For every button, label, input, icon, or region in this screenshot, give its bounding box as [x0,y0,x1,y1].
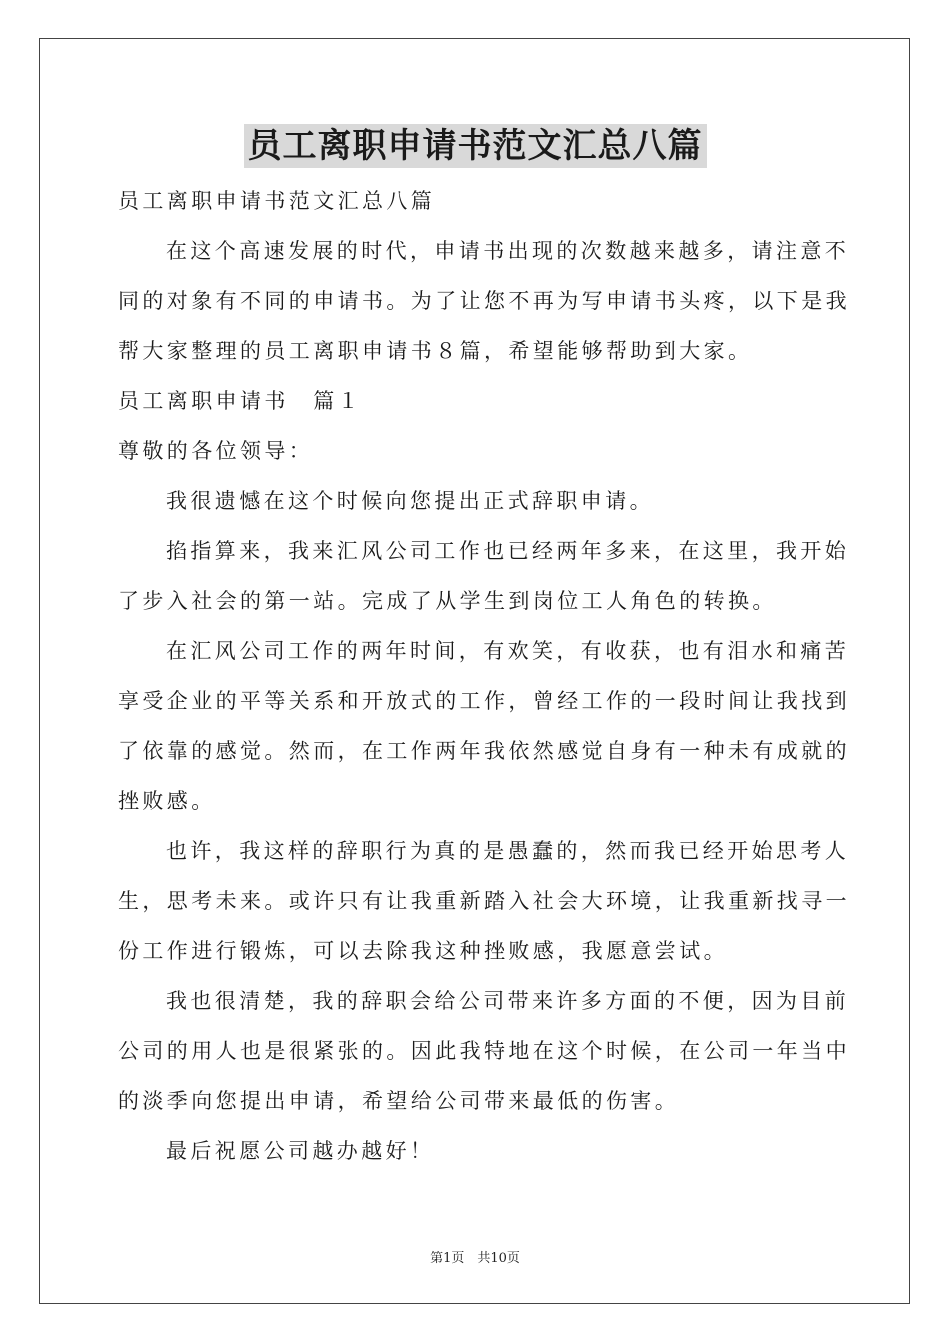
paragraph-line: 的淡季向您提出申请，希望给公司带来最低的伤害。 [118,1089,680,1113]
paragraph-line: 挫败感。 [118,789,216,813]
paragraph-line: 帮大家整理的员工离职申请书８篇，希望能够帮助到大家。 [118,339,753,363]
paragraph-line: 我也很清楚，我的辞职会给公司带来许多方面的不便，因为目前 [166,989,850,1013]
paragraph-line: 在汇风公司工作的两年时间，有欢笑，有收获，也有泪水和痛苦 [166,639,850,663]
paragraph-line: 生，思考未来。或许只有让我重新踏入社会大环境，让我重新找寻一 [118,889,850,913]
paragraph-line: 掐指算来，我来汇风公司工作也已经两年多来，在这里，我开始 [166,539,850,563]
section-heading: 员工离职申请书 篇１ [118,389,362,413]
page-footer: 第1页 共10页 [430,1251,520,1266]
paragraph-line: 也许，我这样的辞职行为真的是愚蠢的，然而我已经开始思考人 [166,839,850,863]
paragraph-line: 同的对象有不同的申请书。为了让您不再为写申请书头疼，以下是我 [118,289,850,313]
title-container [0,124,950,168]
paragraph-line: 了依靠的感觉。然而，在工作两年我依然感觉自身有一种未有成就的 [118,739,850,763]
paragraph-line: 了步入社会的第一站。完成了从学生到岗位工人角色的转换。 [118,589,777,613]
salutation: 尊敬的各位领导： [118,439,314,463]
document-body [118,176,850,1176]
subtitle-line: 员工离职申请书范文汇总八篇 [118,189,436,213]
paragraph-line: 公司的用人也是很紧张的。因此我特地在这个时候，在公司一年当中 [118,1039,850,1063]
paragraph-line: 份工作进行锻炼，可以去除我这种挫败感，我愿意尝试。 [118,939,728,963]
paragraph-line: 享受企业的平等关系和开放式的工作，曾经工作的一段时间让我找到 [118,689,850,713]
paragraph-line: 我很遗憾在这个时候向您提出正式辞职申请。 [166,489,654,513]
closing-line: 最后祝愿公司越办越好！ [166,1139,435,1163]
document-title: 员工离职申请书范文汇总八篇 [244,124,707,168]
paragraph-line: 在这个高速发展的时代，申请书出现的次数越来越多，请注意不 [166,239,850,263]
